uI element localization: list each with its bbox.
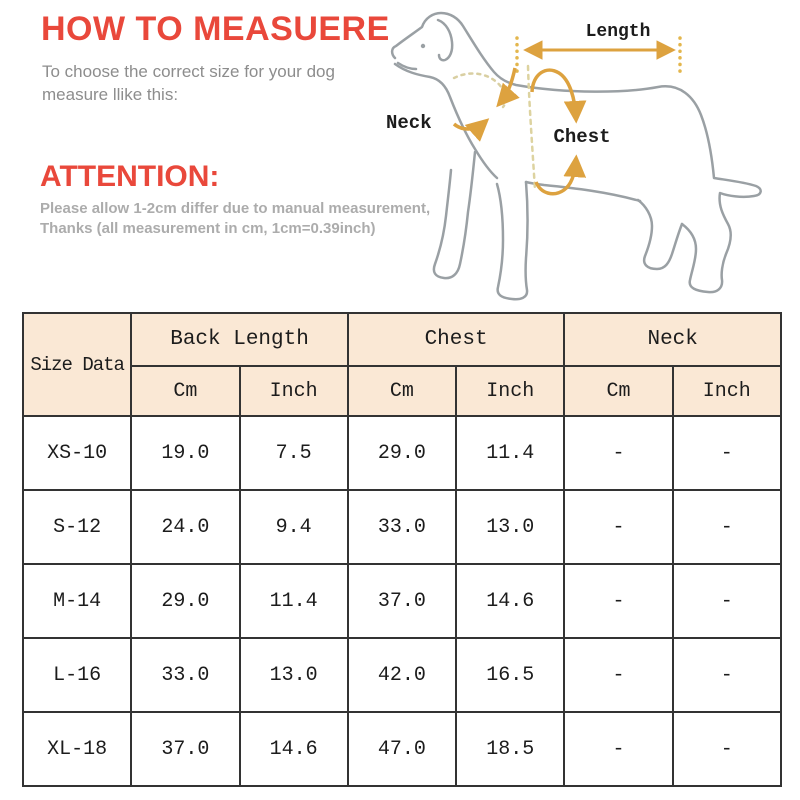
dog-front-leg	[497, 182, 528, 299]
value-cell: 9.4	[240, 490, 348, 564]
neck-arrow-upper	[500, 68, 515, 103]
group-header-neck: Neck	[564, 313, 781, 366]
value-cell: 18.5	[456, 712, 564, 786]
table-row	[23, 712, 781, 786]
dog-far-front-leg	[434, 152, 475, 278]
dog-outline-sketch	[392, 13, 761, 299]
size-label-cell: XS-10	[23, 416, 131, 490]
size-label-cell: S-12	[23, 490, 131, 564]
unit-header: Inch	[673, 366, 781, 416]
value-cell: 29.0	[348, 416, 456, 490]
value-cell: 11.4	[456, 416, 564, 490]
value-cell: -	[673, 638, 781, 712]
unit-header: Cm	[564, 366, 672, 416]
value-cell: -	[564, 490, 672, 564]
length-label: Length	[585, 22, 651, 42]
attention-line-1: Please allow 1-2cm differ due to manual measurement,	[40, 200, 431, 217]
size-label-cell: L-16	[23, 638, 131, 712]
value-cell: -	[564, 416, 672, 490]
page-title: HOW TO MEASUERE	[41, 10, 390, 48]
value-cell: -	[673, 712, 781, 786]
value-cell: 16.5	[456, 638, 564, 712]
neck-dashed-ellipse	[454, 73, 506, 107]
table-row	[23, 416, 781, 490]
table-row	[23, 638, 781, 712]
subtitle-line-2: measure llike this:	[42, 85, 179, 104]
value-cell: 42.0	[348, 638, 456, 712]
size-data-corner-header: Size Data	[23, 313, 131, 416]
dog-topline	[392, 13, 761, 292]
subtitle-line-1: To choose the correct size for your dog	[42, 62, 335, 81]
attention-text	[40, 199, 430, 239]
chest-arrow-top	[532, 70, 576, 118]
value-cell: -	[673, 564, 781, 638]
neck-arrow-lower	[454, 122, 485, 129]
chest-label: Chest	[553, 126, 611, 148]
unit-header: Cm	[348, 366, 456, 416]
group-header-chest: Chest	[348, 313, 565, 366]
value-cell: -	[673, 490, 781, 564]
value-cell: 24.0	[131, 490, 239, 564]
unit-header: Inch	[456, 366, 564, 416]
dog-eye	[421, 44, 425, 48]
attention-title: ATTENTION:	[40, 160, 220, 193]
value-cell: 7.5	[240, 416, 348, 490]
value-cell: -	[564, 564, 672, 638]
table-row	[23, 490, 781, 564]
dog-ear	[438, 20, 452, 60]
table-row	[23, 564, 781, 638]
attention-line-2: Thanks (all measurement in cm, 1cm=0.39inch)	[40, 220, 376, 237]
value-cell: 37.0	[131, 712, 239, 786]
value-cell: 11.4	[240, 564, 348, 638]
unit-header: Cm	[131, 366, 239, 416]
value-cell: 13.0	[456, 490, 564, 564]
value-cell: 37.0	[348, 564, 456, 638]
dog-far-rear-leg	[638, 200, 682, 269]
size-label-cell: M-14	[23, 564, 131, 638]
group-header-back-length: Back Length	[131, 313, 348, 366]
subtitle	[42, 60, 335, 106]
value-cell: 14.6	[240, 712, 348, 786]
value-cell: 19.0	[131, 416, 239, 490]
dog-measure-diagram	[378, 2, 800, 304]
length-measurement	[517, 22, 680, 74]
value-cell: -	[564, 712, 672, 786]
size-table	[22, 312, 782, 787]
unit-header: Inch	[240, 366, 348, 416]
chest-measurement	[528, 66, 611, 194]
value-cell: 47.0	[348, 712, 456, 786]
value-cell: 33.0	[348, 490, 456, 564]
value-cell: 13.0	[240, 638, 348, 712]
value-cell: -	[673, 416, 781, 490]
value-cell: 14.6	[456, 564, 564, 638]
value-cell: 29.0	[131, 564, 239, 638]
neck-label: Neck	[386, 112, 432, 134]
value-cell: 33.0	[131, 638, 239, 712]
size-label-cell: XL-18	[23, 712, 131, 786]
value-cell: -	[564, 638, 672, 712]
